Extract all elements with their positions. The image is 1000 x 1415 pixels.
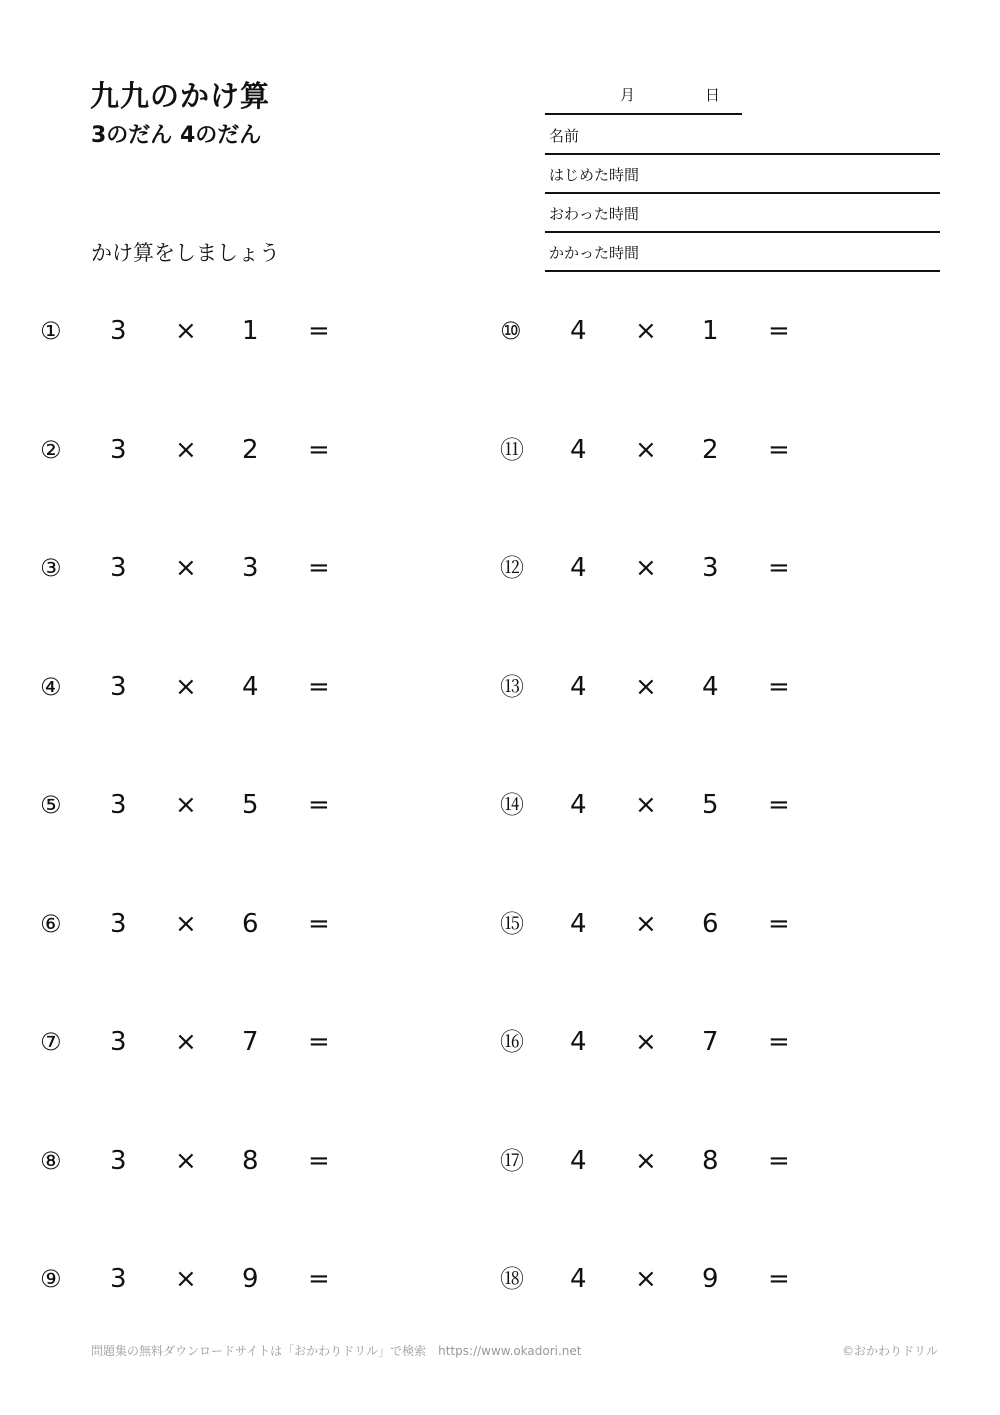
problem-number: ⑬ <box>500 672 524 701</box>
operator: × <box>175 434 197 465</box>
answer-space[interactable] <box>800 904 920 944</box>
problem-number: ⑥ <box>40 909 62 938</box>
operator: × <box>635 434 657 465</box>
operand-a: 4 <box>570 553 587 583</box>
operand-a: 4 <box>570 1145 587 1176</box>
operand-b: 3 <box>242 553 259 583</box>
operand-b: 1 <box>702 316 719 346</box>
operand-a: 3 <box>110 671 127 702</box>
start-time-label: はじめた時間 <box>549 166 640 184</box>
elapsed-time-label: かかった時間 <box>549 244 640 262</box>
day-label: 日 <box>705 86 721 104</box>
equals-sign: = <box>768 671 790 702</box>
name-label: 名前 <box>549 127 580 145</box>
answer-space[interactable] <box>340 1259 460 1299</box>
answer-space[interactable] <box>800 1259 920 1299</box>
operand-a: 3 <box>110 316 127 346</box>
operand-a: 4 <box>570 908 587 939</box>
operator: × <box>635 671 657 702</box>
problem-number: ⑨ <box>40 1265 62 1293</box>
problem-number: ⑤ <box>40 791 62 819</box>
operand-a: 4 <box>570 1027 587 1057</box>
equals-sign: = <box>768 908 790 939</box>
operator: × <box>175 553 197 583</box>
answer-space[interactable] <box>800 311 920 351</box>
operand-a: 3 <box>110 1027 127 1057</box>
answer-space[interactable] <box>800 548 920 588</box>
operand-b: 4 <box>242 671 259 702</box>
operand-b: 6 <box>702 908 719 939</box>
equals-sign: = <box>308 316 330 346</box>
equals-sign: = <box>308 1264 330 1294</box>
answer-space[interactable] <box>340 548 460 588</box>
operand-a: 4 <box>570 790 587 820</box>
equals-sign: = <box>768 1145 790 1176</box>
problem-number: ⑪ <box>500 435 524 464</box>
operator: × <box>635 908 657 939</box>
operand-b: 2 <box>702 434 719 465</box>
problem-number: ⑯ <box>500 1028 524 1056</box>
month-label: 月 <box>620 86 636 104</box>
problem-number: ① <box>40 317 62 345</box>
start-time-field[interactable] <box>545 154 940 194</box>
equals-sign: = <box>768 553 790 583</box>
operand-a: 4 <box>570 434 587 465</box>
operand-b: 9 <box>702 1264 719 1294</box>
operand-b: 9 <box>242 1264 259 1294</box>
operand-a: 4 <box>570 671 587 702</box>
operand-b: 5 <box>242 790 259 820</box>
equals-sign: = <box>768 1264 790 1294</box>
operator: × <box>635 1264 657 1294</box>
operand-b: 5 <box>702 790 719 820</box>
equals-sign: = <box>768 1027 790 1057</box>
equals-sign: = <box>308 908 330 939</box>
problem-number: ③ <box>40 554 62 582</box>
equals-sign: = <box>308 790 330 820</box>
operand-b: 6 <box>242 908 259 939</box>
page-subtitle: 3のだん 4のだん <box>91 123 262 148</box>
operand-b: 2 <box>242 434 259 465</box>
operator: × <box>635 1145 657 1176</box>
operand-a: 4 <box>570 316 587 346</box>
operand-a: 3 <box>110 553 127 583</box>
end-time-field[interactable] <box>545 193 940 233</box>
problem-number: ⑮ <box>500 909 524 938</box>
elapsed-time-field[interactable] <box>545 232 940 272</box>
end-time-label: おわった時間 <box>549 205 639 223</box>
operand-a: 3 <box>110 1145 127 1176</box>
operator: × <box>635 790 657 820</box>
instruction-text: かけ算をしましょう <box>91 241 280 265</box>
answer-space[interactable] <box>800 430 920 470</box>
problem-number: ⑭ <box>500 791 524 819</box>
operator: × <box>635 1027 657 1057</box>
footer-text: 問題集の無料ダウンロードサイトは「おかわりドリル」で検索 https://www.okadori.net <box>91 1344 582 1358</box>
answer-space[interactable] <box>800 667 920 707</box>
equals-sign: = <box>308 1027 330 1057</box>
operand-a: 3 <box>110 908 127 939</box>
problem-number: ⑦ <box>40 1028 62 1056</box>
operand-b: 3 <box>702 553 719 583</box>
answer-space[interactable] <box>340 667 460 707</box>
answer-space[interactable] <box>340 1022 460 1062</box>
operand-b: 1 <box>242 316 259 346</box>
operator: × <box>175 1264 197 1294</box>
page-title: 九九のかけ算 <box>90 79 271 113</box>
problem-number: ⑩ <box>500 317 522 345</box>
operand-a: 4 <box>570 1264 587 1294</box>
operand-b: 8 <box>702 1145 719 1176</box>
problem-number: ⑰ <box>500 1146 524 1175</box>
equals-sign: = <box>308 671 330 702</box>
problem-number: ④ <box>40 672 62 701</box>
operand-b: 7 <box>702 1027 719 1057</box>
equals-sign: = <box>768 434 790 465</box>
date-field[interactable] <box>545 80 742 115</box>
answer-space[interactable] <box>800 785 920 825</box>
answer-space[interactable] <box>800 1022 920 1062</box>
operator: × <box>175 671 197 702</box>
operator: × <box>175 1145 197 1176</box>
equals-sign: = <box>308 1145 330 1176</box>
operand-b: 7 <box>242 1027 259 1057</box>
operand-a: 3 <box>110 434 127 465</box>
operator: × <box>175 316 197 346</box>
answer-space[interactable] <box>800 1141 920 1181</box>
operand-b: 8 <box>242 1145 259 1176</box>
problem-number: ② <box>40 435 62 464</box>
problem-number: ⑱ <box>500 1265 524 1293</box>
operator: × <box>175 908 197 939</box>
operator: × <box>635 553 657 583</box>
name-field[interactable] <box>545 115 940 155</box>
equals-sign: = <box>308 553 330 583</box>
operator: × <box>175 790 197 820</box>
problem-number: ⑧ <box>40 1146 62 1175</box>
operator: × <box>635 316 657 346</box>
equals-sign: = <box>768 790 790 820</box>
operator: × <box>175 1027 197 1057</box>
equals-sign: = <box>308 434 330 465</box>
answer-space[interactable] <box>340 785 460 825</box>
answer-space[interactable] <box>340 904 460 944</box>
problem-number: ⑫ <box>500 554 524 582</box>
operand-b: 4 <box>702 671 719 702</box>
answer-space[interactable] <box>340 311 460 351</box>
operand-a: 3 <box>110 790 127 820</box>
answer-space[interactable] <box>340 430 460 470</box>
answer-space[interactable] <box>340 1141 460 1181</box>
footer-copyright: ©おかわりドリル <box>841 1344 938 1358</box>
operand-a: 3 <box>110 1264 127 1294</box>
equals-sign: = <box>768 316 790 346</box>
